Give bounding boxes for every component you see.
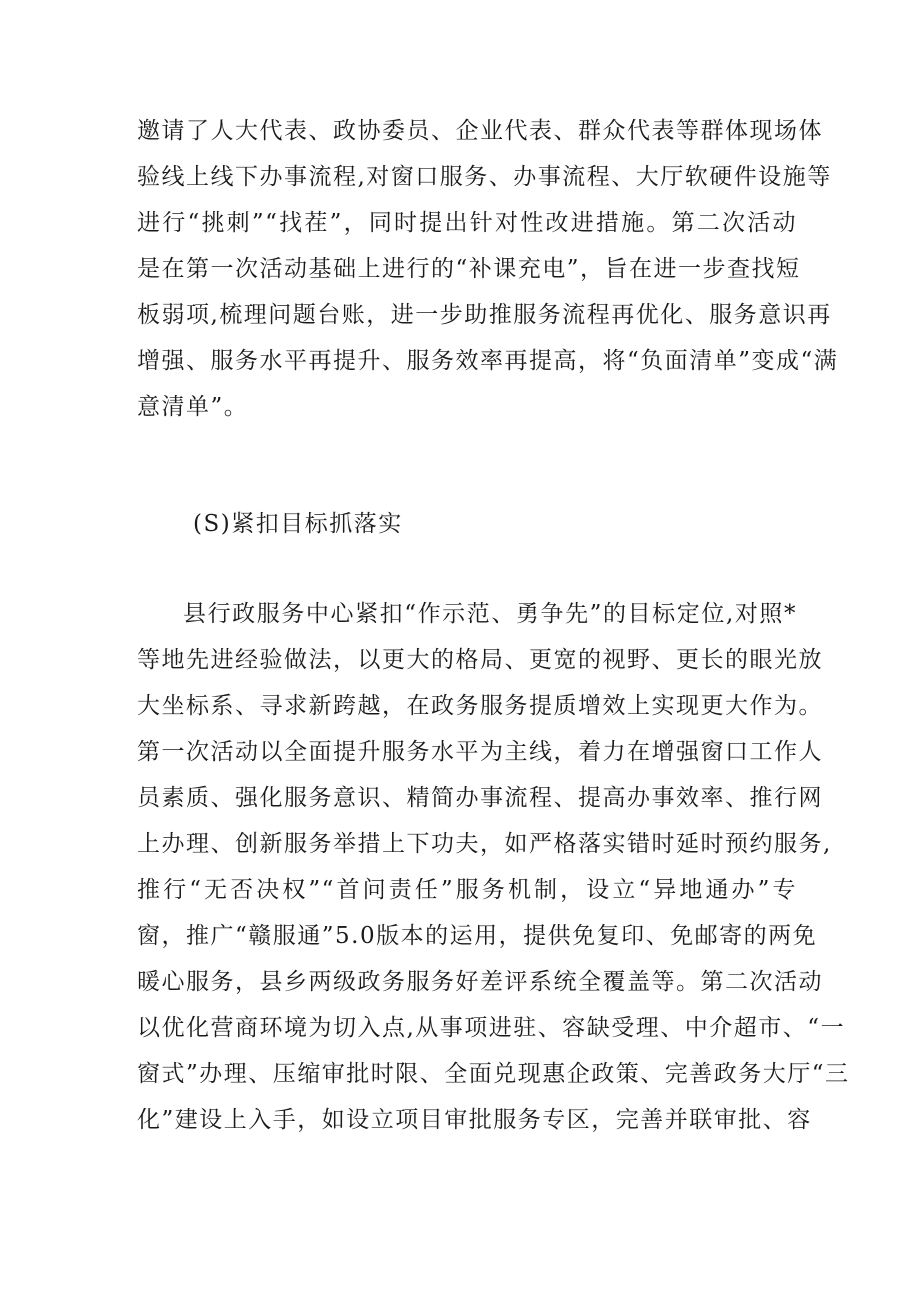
paragraph-2-line-3: 大坐标系、寻求新跨越，在政务服务提质增效上实现更大作为。 bbox=[137, 693, 823, 719]
paragraph-1-line-6: 增强、服务水平再提升、服务效率再提高，将“负面清单”变成“满 bbox=[137, 348, 839, 374]
paragraph-2-line-8: 窗，推广“赣服通”5.0版本的运用，提供免复印、免邮寄的两免 bbox=[137, 923, 818, 949]
section-heading: (S)紧扣目标抓落实 bbox=[193, 511, 403, 537]
paragraph-2-line-9: 暖心服务，县乡两级政务服务好差评系统全覆盖等。第二次活动 bbox=[137, 969, 823, 995]
paragraph-2-line-1: 县行政服务中心紧扣“作示范、勇争先”的目标定位,对照* bbox=[183, 601, 797, 627]
paragraph-2-line-5: 员素质、强化服务意识、精简办事流程、提高办事效率、推行网 bbox=[137, 785, 823, 811]
paragraph-2-line-4: 第一次活动以全面提升服务水平为主线，着力在增强窗口工作人 bbox=[137, 739, 823, 765]
paragraph-2-line-6: 上办理、创新服务举措上下功夫，如严格落实错时延时预约服务, bbox=[137, 831, 832, 857]
paragraph-1-line-1: 邀请了人大代表、政协委员、企业代表、群众代表等群体现场体 bbox=[137, 118, 823, 144]
paragraph-1-line-4: 是在第一次活动基础上进行的“补课充电”，旨在进一步查找短 bbox=[137, 256, 801, 282]
paragraph-2-line-11: 窗式”办理、压缩审批时限、全面兑现惠企政策、完善政务大厅“三 bbox=[137, 1061, 850, 1087]
paragraph-1-line-2: 验线上线下办事流程,对窗口服务、办事流程、大厅软硬件设施等 bbox=[137, 164, 832, 190]
paragraph-1-line-5: 板弱项,梳理问题台账，进一步助推服务流程再优化、服务意识再 bbox=[137, 302, 832, 328]
paragraph-2-line-2: 等地先进经验做法，以更大的格局、更宽的视野、更长的眼光放 bbox=[137, 647, 823, 673]
paragraph-1-line-3: 进行“挑刺”“找茬”，同时提出针对性改进措施。第二次活动 bbox=[137, 210, 797, 236]
paragraph-1-line-7: 意清单”。 bbox=[137, 394, 249, 420]
paragraph-2-line-12: 化”建设上入手，如设立项目审批服务专区，完善并联审批、容 bbox=[137, 1107, 812, 1133]
paragraph-2-line-10: 以优化营商环境为切入点,从事项进驻、容缺受理、中介超市、“一 bbox=[137, 1015, 846, 1041]
paragraph-2-line-7: 推行“无否决权”“首问责任”服务机制，设立“异地通办”专 bbox=[137, 877, 797, 903]
